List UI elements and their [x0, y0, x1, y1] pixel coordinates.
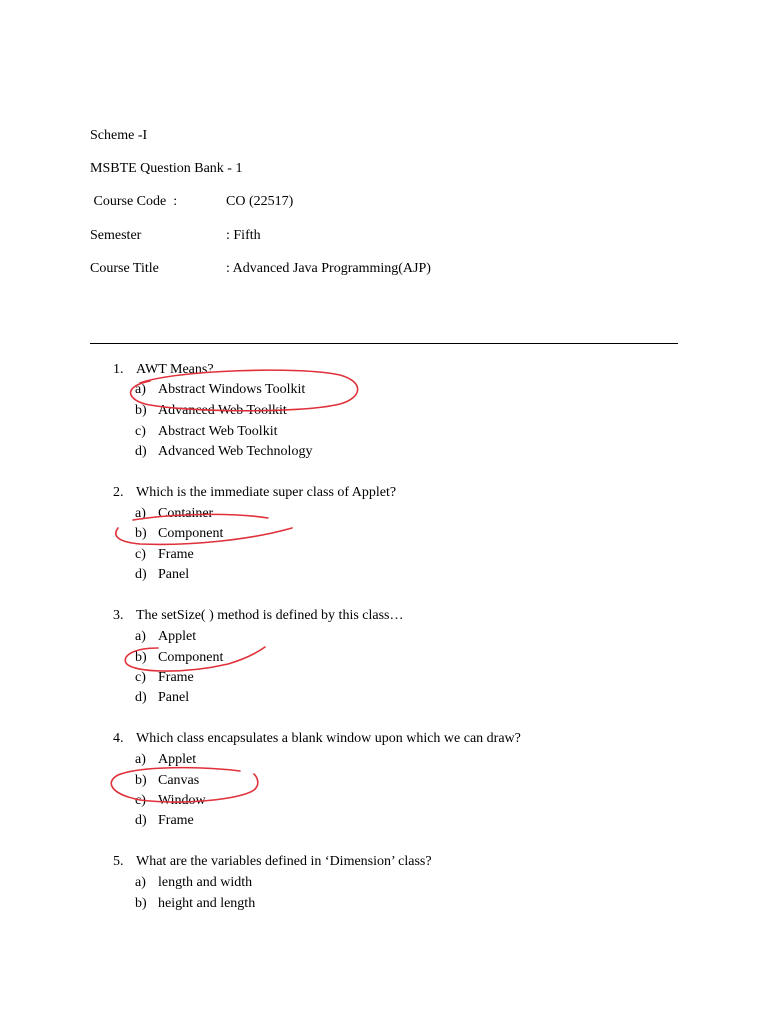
option-letter: a)	[135, 752, 146, 767]
option-text: Component	[158, 650, 224, 665]
option-text: Canvas	[158, 773, 200, 788]
option-text: Frame	[158, 547, 194, 562]
question-text: Which class encapsulates a blank window upon which we can draw?	[136, 731, 521, 746]
course-title-label: Course Title	[90, 261, 159, 276]
option-text: Advanced Web Technology	[158, 444, 313, 459]
option-letter: a)	[135, 382, 146, 397]
option-letter: c)	[135, 670, 146, 685]
option-letter: b)	[135, 526, 147, 541]
scheme-label: Scheme -I	[90, 128, 148, 143]
option-text: Applet	[158, 629, 197, 644]
option-letter: d)	[135, 690, 147, 705]
option-text: Abstract Web Toolkit	[158, 424, 278, 439]
option-letter: a)	[135, 875, 146, 890]
option-text: Frame	[158, 670, 194, 685]
question-text: Which is the immediate super class of Applet?	[136, 485, 397, 500]
question-text: The setSize( ) method is defined by this class…	[136, 608, 404, 623]
question-text: AWT Means?	[136, 362, 214, 377]
option-letter: d)	[135, 813, 147, 828]
question-text: What are the variables defined in ‘Dimension’ class?	[136, 854, 432, 869]
course-code-value: CO (22517)	[226, 194, 294, 209]
question-number: 4.	[113, 731, 124, 746]
divider-line	[90, 343, 678, 344]
question-number: 3.	[113, 608, 124, 623]
option-text: height and length	[158, 896, 256, 911]
option-letter: c)	[135, 547, 146, 562]
option-text: Component	[158, 526, 224, 541]
option-text: Applet	[158, 752, 197, 767]
option-letter: b)	[135, 896, 147, 911]
option-text: Panel	[158, 690, 190, 705]
option-letter: b)	[135, 773, 147, 788]
option-letter: a)	[135, 629, 146, 644]
course-code-label: Course Code :	[90, 194, 178, 209]
option-text: Window	[158, 793, 206, 808]
document-title: MSBTE Question Bank - 1	[90, 161, 243, 176]
question-number: 1.	[113, 362, 124, 377]
semester-value: : Fifth	[226, 228, 261, 243]
option-text: Container	[158, 506, 214, 521]
option-letter: c)	[135, 793, 146, 808]
option-letter: a)	[135, 506, 146, 521]
question-number: 2.	[113, 485, 124, 500]
option-letter: d)	[135, 567, 147, 582]
option-text: Abstract Windows Toolkit	[158, 382, 306, 397]
option-text: Panel	[158, 567, 190, 582]
option-letter: d)	[135, 444, 147, 459]
question-number: 5.	[113, 854, 124, 869]
option-letter: b)	[135, 650, 147, 665]
option-letter: b)	[135, 403, 147, 418]
course-title-value: : Advanced Java Programming(AJP)	[226, 261, 431, 276]
option-text: Frame	[158, 813, 194, 828]
semester-label: Semester	[90, 228, 142, 243]
option-text: Advanced Web Toolkit	[158, 403, 287, 418]
option-letter: c)	[135, 424, 146, 439]
option-text: length and width	[158, 875, 253, 890]
